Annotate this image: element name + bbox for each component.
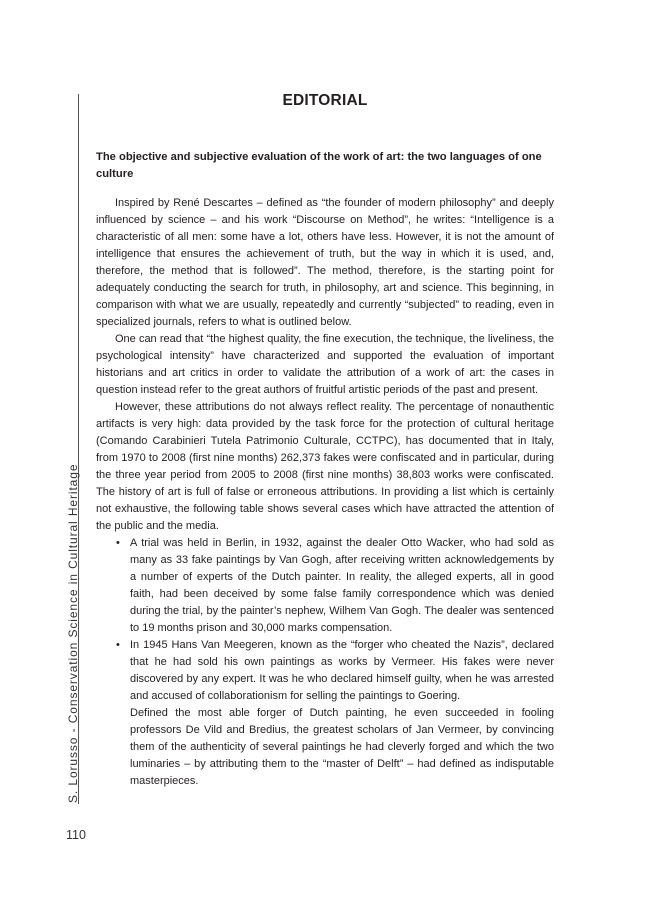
list-item	[96, 535, 554, 637]
body-paragraph: Inspired by René Descartes – defined as “the founder of modern philosophy” and deeply influenced by science – and his work “Discourse on Method”, he writes: “Intelligence is a characteristic of all men: some have a lot, others have less. However, it is not the amount of intelligence that ensures the achievement of truth, but the way in which it is used, and, therefore, the method that is followed”. The method, therefore, is the starting point for adequately conducting the search for truth, in philosophy, art and science. This beginning, in comparison with what we are usually, repeatedly and currently “subjected” to reading, even in specialized journals, refers to what is outlined below.	[96, 197, 554, 328]
bullet-glyph: •	[116, 639, 120, 651]
page-number: 110	[66, 828, 86, 842]
page-title: EDITORIAL	[282, 92, 368, 109]
list-item	[96, 637, 554, 705]
article-body	[96, 195, 554, 790]
body-paragraph: However, these attributions do not always reflect reality. The percentage of nonauthentic artifacts is very high: data provided by the task force for the protection of cultural heritage (Comando Carabinieri Tutela Patrimonio Culturale, CCTPC), has documented that in Italy, from 1970 to 2008 (first nine months) 262,373 fakes were confiscated and in particular, during the three year period from 2005 to 2008 (first nine months) 38,803 works were confiscated. The history of art is full of false or erroneous attributions. In providing a list which is certainly not exhaustive, the following table shows several cases which have attracted the attention of the public and the media.	[96, 401, 554, 532]
list-continuation-paragraph: Defined the most able forger of Dutch painting, he even succeeded in fooling professors De Vild and Bredius, the greatest scholars of Jan Vermeer, by convincing them of the authenticity of several paintings he had cleverly forged and which the two luminaries – by attributing them to the “master of Delft” – had defined as indisputable masterpieces.	[130, 707, 554, 787]
body-paragraph: One can read that “the highest quality, the fine execution, the technique, the liveliness, the psychological intensity” have characterized and supported the evaluation of important historians and art critics in order to validate the attribution of a work of art: the cases in question instead refer to the great authors of fruitful artistic periods of the past and present.	[96, 333, 554, 396]
case-list	[96, 535, 554, 705]
list-item-text: A trial was held in Berlin, in 1932, against the dealer Otto Wacker, who had sold as many as 33 fake paintings by Van Gogh, after receiving written acknowledgements by a number of experts of the Dutch painter. In reality, the alleged experts, all in good faith, had been deceived by some false family correspondence which was denied during the trial, by the painter’s nephew, Wilhem Van Gogh. The dealer was sentenced to 19 months prison and 30,000 marks compensation.	[130, 537, 554, 634]
article-subtitle: The objective and subjective evaluation of the work of art: the two languages of one culture	[96, 151, 542, 180]
running-header: S. Lorusso - Conservation Science in Cultural Heritage	[66, 463, 80, 803]
list-item-text: In 1945 Hans Van Meegeren, known as the “forger who cheated the Nazis”, declared that he had sold his own paintings as works by Vermeer. His fakes were never discovered by any expert. It was he who declared himself guilty, when he was arrested and accused of collaborationism for selling the paintings to Goering.	[130, 639, 554, 702]
bullet-glyph: •	[116, 537, 120, 549]
